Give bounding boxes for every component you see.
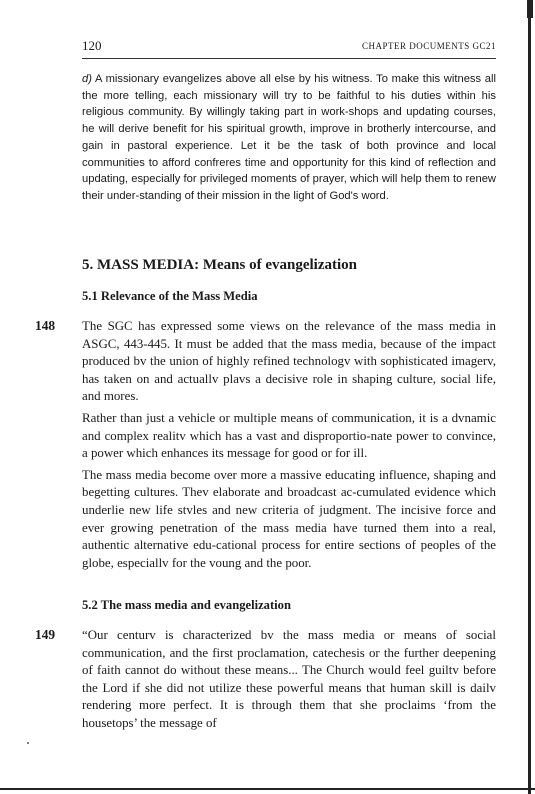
intro-lead: d): [82, 73, 92, 85]
intro-text: A missionary evangelizes above all else by his witness. To make this witness all the more telling, each missionary will try to be faithful to his duties within his religious community. By willingly taking part in work-shops and updating courses, he will derive benefit for his spiritual growth, improve in brotherly intercourse, and gain in pastoral experience. Let it be the task of both province and local communities to afford confreres time and opportunity for this kind of reflection and updating, especially for privileged moments of prayer, which will help them to renew their under-standing of their mission in the light of God's word.: [82, 73, 496, 202]
running-head: CHAPTER DOCUMENTS GC21: [361, 41, 496, 51]
page-edge-right: [528, 0, 531, 794]
page-header: [82, 38, 496, 59]
body-paragraph: “Our centurv is characterized bv the mass media or means of social communication, and the first proclamation, catechesis or the further deepening of faith cannot do without these means... The Church would feel guiltv before the Lord if she did not utilize these powerful means that human skill is dailv rendering more perfect. It is through them that she proclaims ‘from the housetops’ the message of: [82, 628, 496, 730]
intro-paragraph: [82, 71, 496, 205]
body-block-148: [82, 318, 496, 576]
subsection-heading-5-1: 5.1 Relevance of the Mass Media: [82, 289, 258, 303]
paragraph-number-149: 149: [35, 627, 56, 642]
body-paragraph: The SGC has expressed some views on the relevance of the mass media in ASGC, 443-445. It must be added that the mass media, because of the impact produced bv the union of highly refined technologv with sophisticated imagerv, has taken on and actuallv plavs a decisive role in shaping culture, social life, and mores.: [82, 319, 496, 404]
section-heading: 5. MASS MEDIA: Means of evangelization: [82, 257, 357, 273]
paragraph-number-148: 148: [35, 318, 56, 333]
page-edge-bottom: [0, 788, 535, 790]
subsection-heading-5-2: 5.2 The mass media and evangelization: [82, 598, 291, 612]
speck-mark: [27, 742, 29, 744]
body-paragraph: The mass media become over more a massive educating influence, shaping and begetting cultures. Thev elaborate and broadcast ac-cumulated evidence which underlie new life stvles and new criteria of judgment. The incisive force and ever growing penetration of the mass media have turned them into a real, authentic alternative edu-cational process for entire sections of peoples of the globe, especiallv for the voung and the poor.: [82, 467, 496, 570]
body-paragraph: Rather than just a vehicle or multiple means of communication, it is a dvnamic and complex realitv which has a vast and disproportio-nate power to convince, a power which enhances its message for good or for ill.: [82, 410, 496, 461]
page-number: 120: [82, 38, 102, 53]
body-block-149: [82, 627, 496, 737]
